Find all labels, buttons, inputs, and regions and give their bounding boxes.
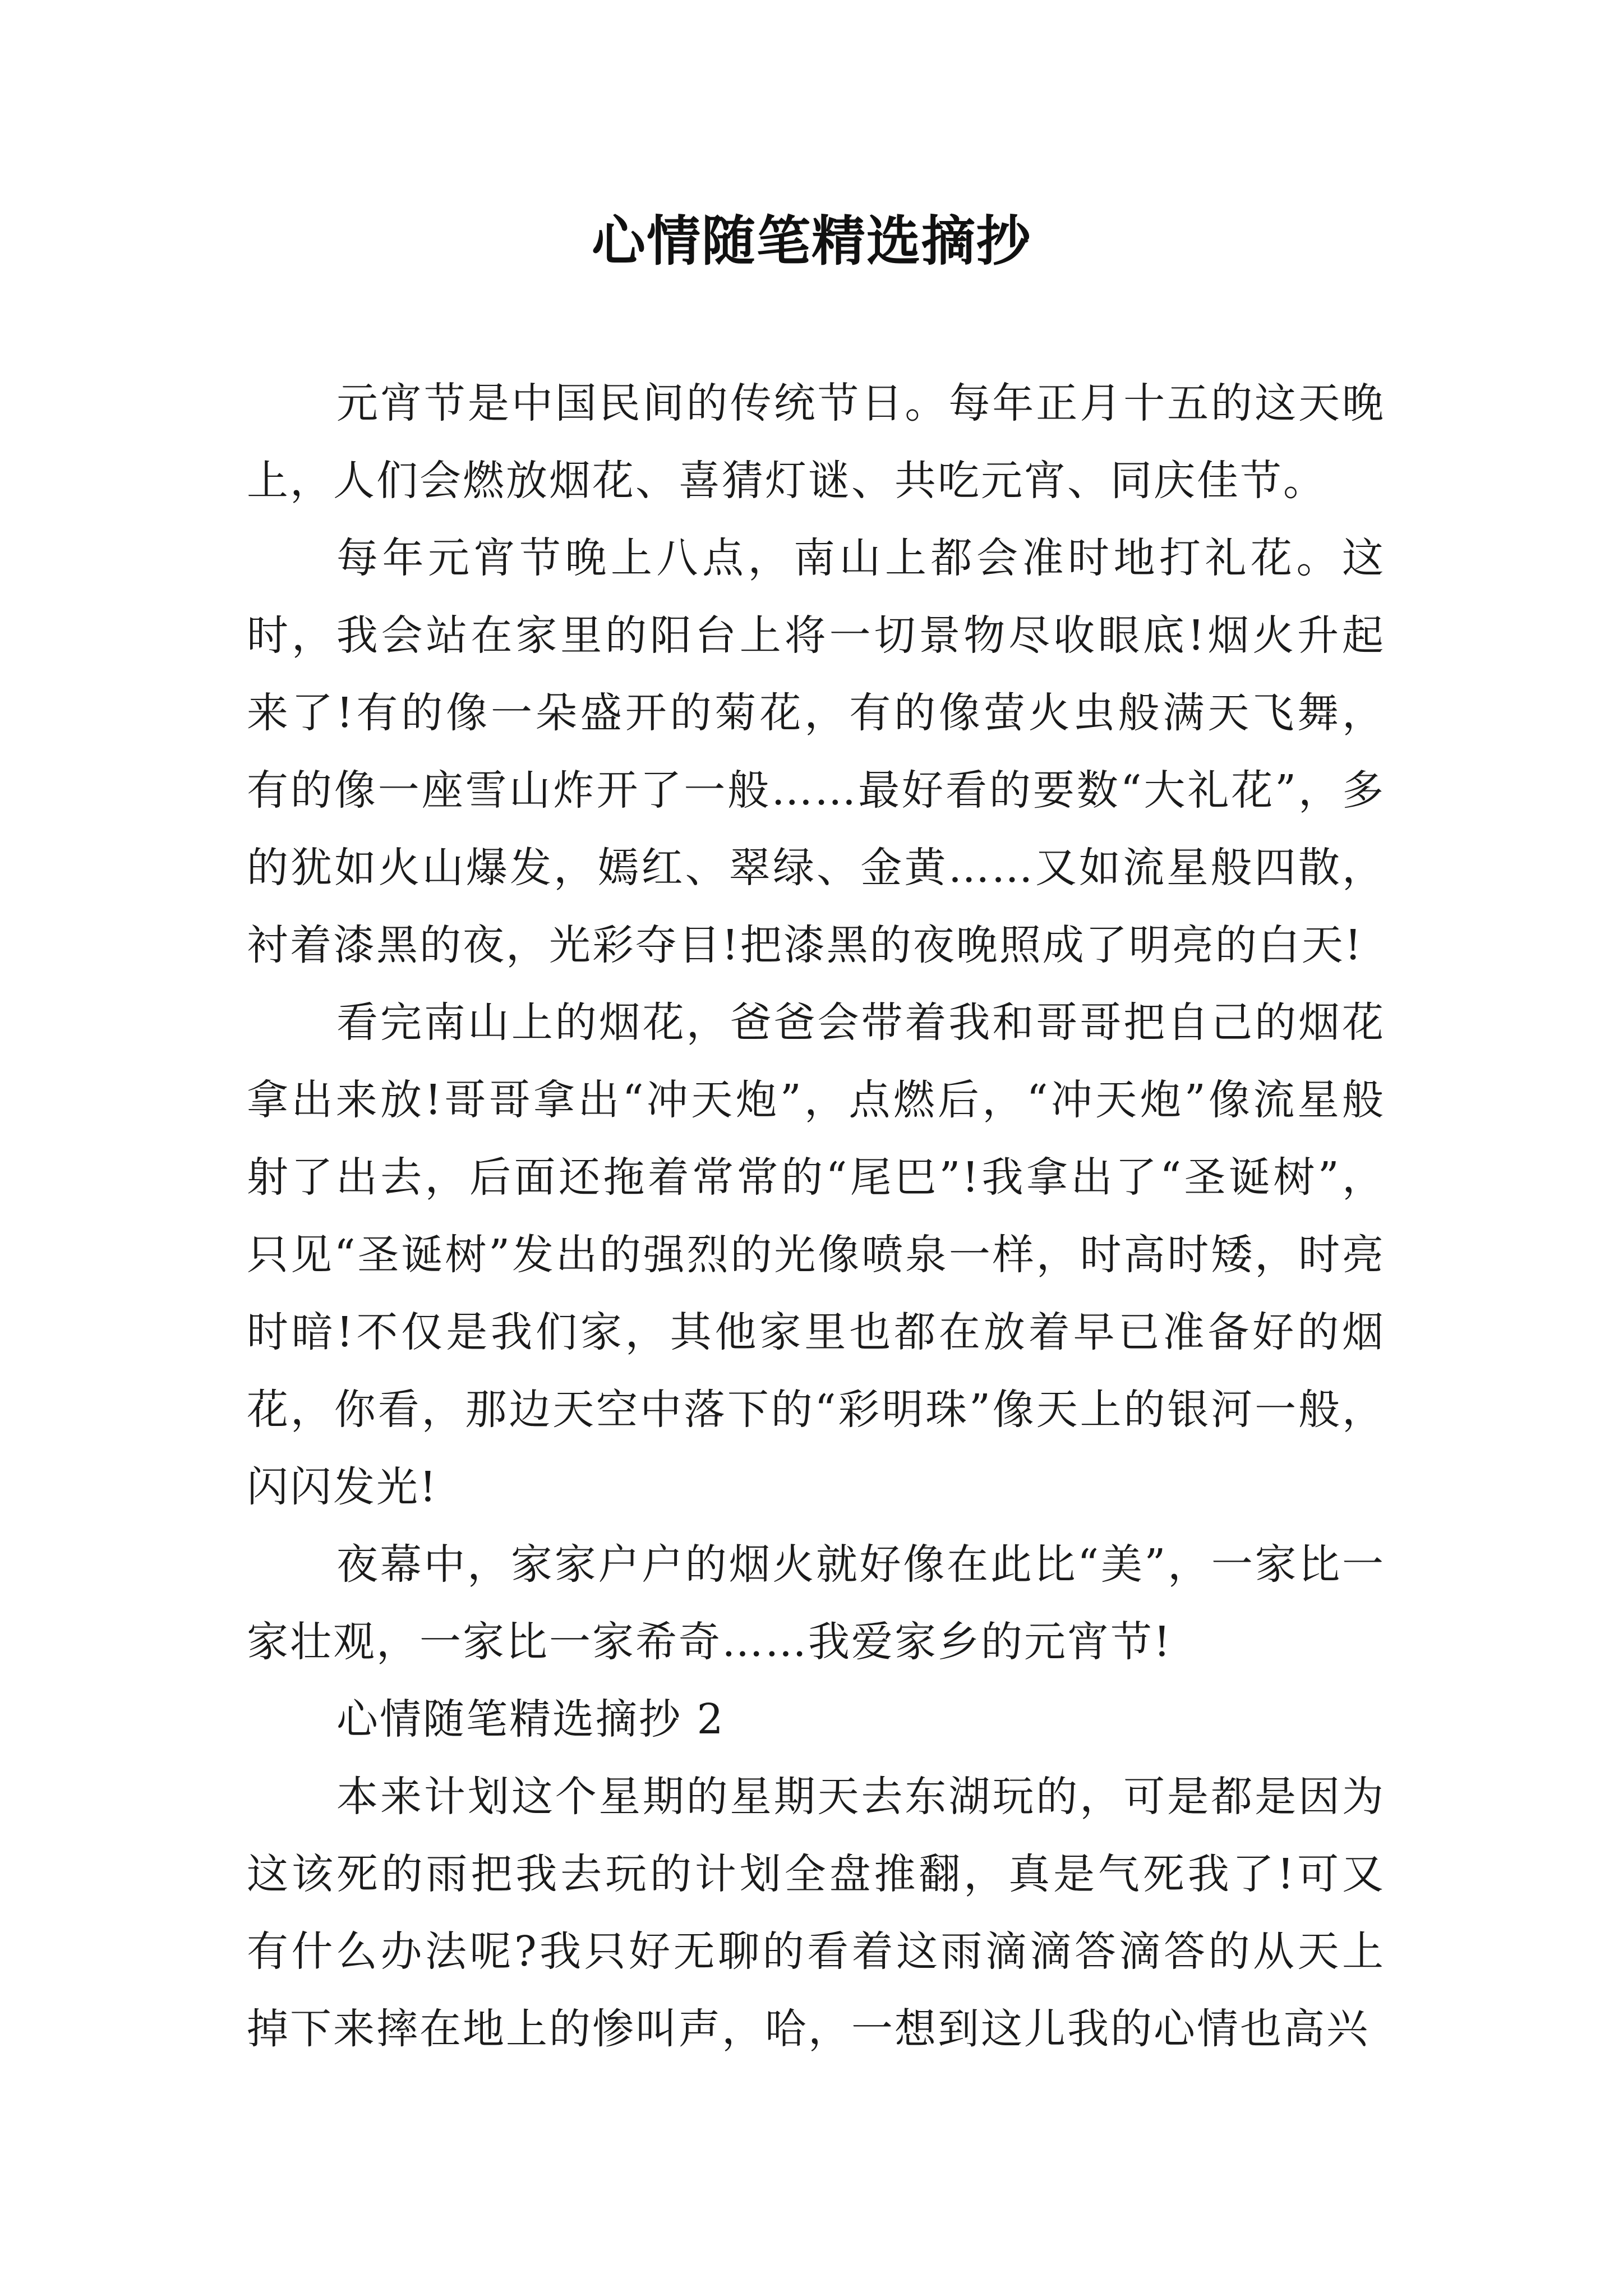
paragraph: 夜幕中，家家户户的烟火就好像在此比“美”，一家比一家壮观，一家比一家希奇……我爱家乡的元宵节!	[247, 1540, 1385, 1666]
document-title: 心情随笔精选摘抄	[592, 209, 1031, 273]
paragraph: 元宵节是中国民间的传统节日。每年正月十五的这天晚上，人们会燃放烟花、喜猜灯谜、共吃元宵、同庆佳节。	[247, 379, 1385, 505]
paragraph: 每年元宵节晚上八点，南山上都会准时地打礼花。这时，我会站在家里的阳台上将一切景物尽收眼底!烟火升起来了!有的像一朵盛开的菊花，有的像萤火虫般满天飞舞，有的像一座雪山炸开了一般……最好看的要数“大礼花”，多的犹如火山爆发，嫣红、翠绿、金黄……又如流星般四散，衬着漆黑的夜，光彩夺目!把漆黑的夜晚照成了明亮的白天!	[247, 534, 1385, 969]
paragraph: 本来计划这个星期的星期天去东湖玩的，可是都是因为这该死的雨把我去玩的计划全盘推翻，真是气死我了!可又有什么办法呢?我只好无聊的看着这雨滴滴答滴答的从天上掉下来摔在地上的惨叫声，哈，一想到这儿我的心情也高兴	[247, 1773, 1385, 2053]
paragraph: 看完南山上的烟花，爸爸会带着我和哥哥把自己的烟花拿出来放!哥哥拿出“冲天炮”，点燃后，“冲天炮”像流星般射了出去，后面还拖着常常的“尾巴”!我拿出了“圣诞树”，只见“圣诞树”发出的强烈的光像喷泉一样，时高时矮，时亮时暗!不仅是我们家，其他家里也都在放着早已准备好的烟花，你看，那边天空中落下的“彩明珠”像天上的银河一般，闪闪发光!	[247, 999, 1385, 1511]
section-subheading: 心情随笔精选摘抄 2	[336, 1695, 725, 1743]
document-body	[247, 365, 1385, 2068]
